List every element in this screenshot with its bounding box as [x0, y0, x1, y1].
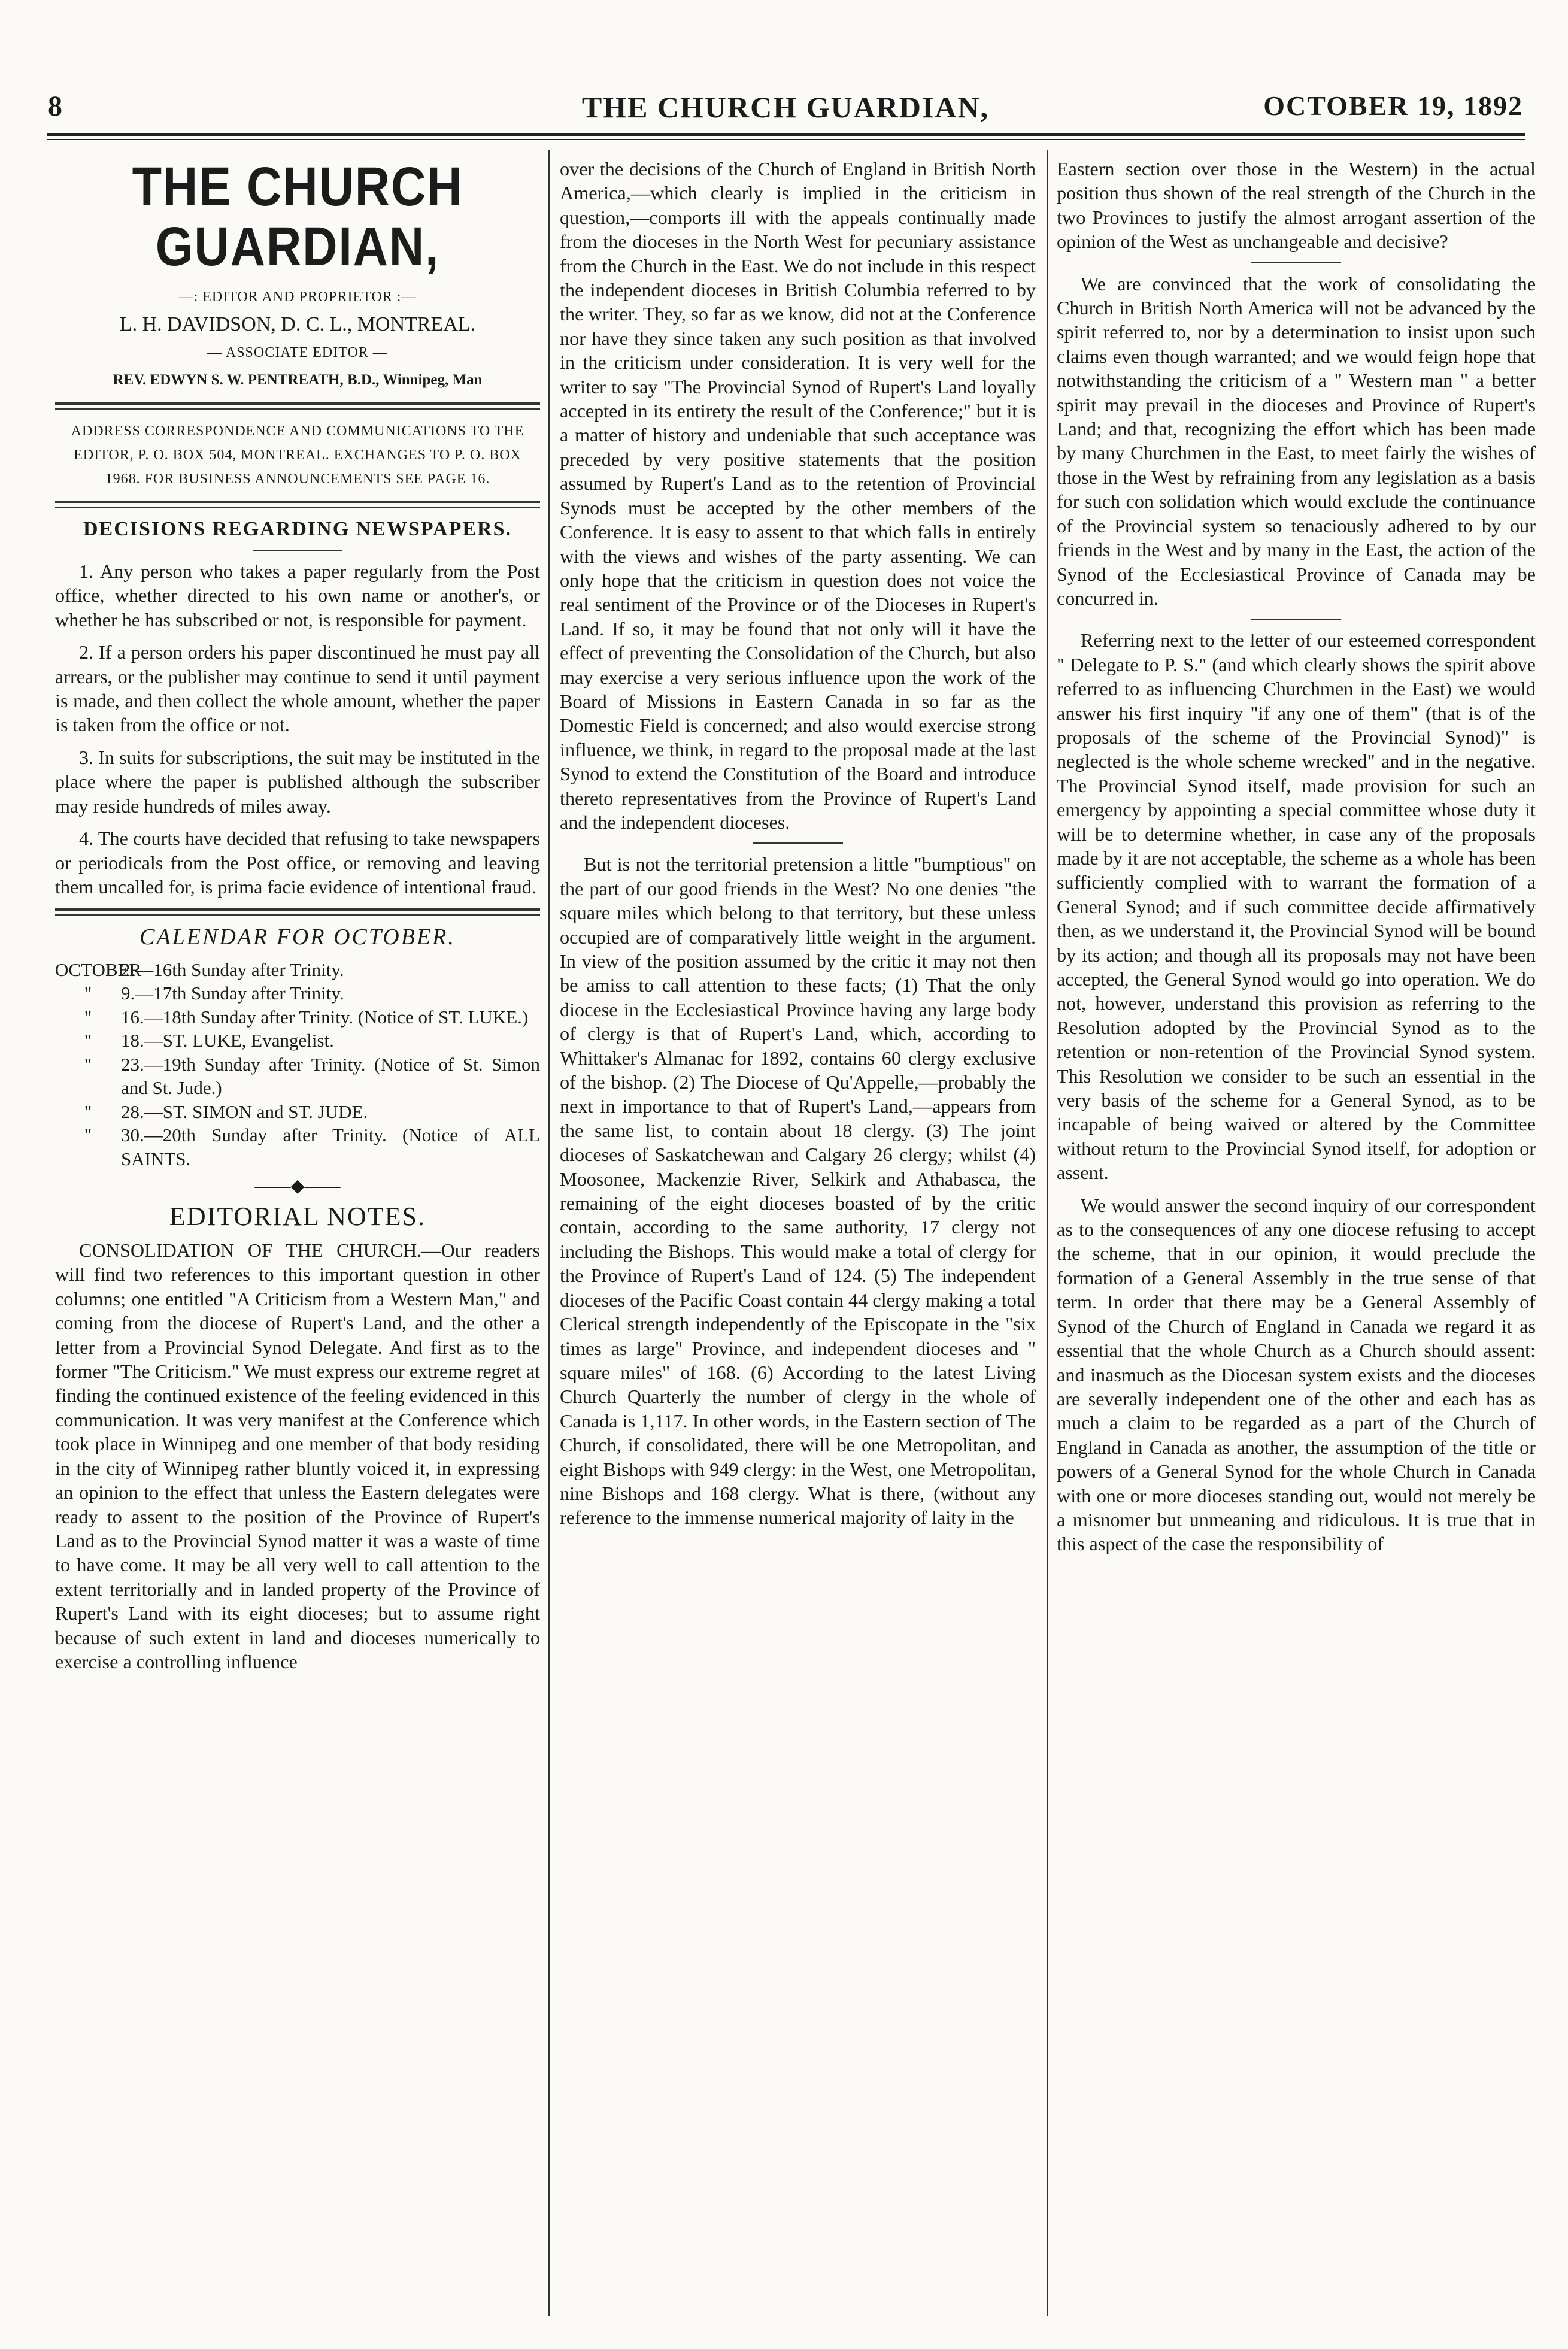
calendar-month: " [84, 1125, 92, 1146]
column-3 [1057, 157, 1536, 1565]
calendar-month: OCTOBER [55, 959, 142, 980]
column-divider-2 [1047, 150, 1048, 2316]
calendar-row [55, 1100, 540, 1124]
decision-item: 3. In suits for subscriptions, the suit may be instituted in the place where the paper is published although the subscriber may reside hundreds of miles away. [55, 746, 540, 817]
running-title: THE CHURCH GUARDIAN, [581, 90, 990, 124]
page-number: 8 [48, 90, 62, 122]
decision-item: 2. If a person orders his paper discontinued he must pay all arrears, or the publisher may continue to send it until payment is made, and then collect the whole amount, whether the paper is taken from the office or not. [55, 641, 540, 736]
editorial-paragraph: Referring next to the letter of our esteemed correspondent " Delegate to P. S." (and which clearly shows the spirit above referred to as influencing Churchmen in the East) we would answer his first inquiry "if any one of them" (that is of the proposals of the scheme of the Provincial Synod)" is neglected is the whole scheme wrecked" and in the negative. The Provincial Synod itself, made provision for such an emergency by appointing a special committee whose duty it will be to determine whether, in case any of the proposals made by it are not acceptable, the scheme as a whole has been sufficiently complied with to warrant the formation of a General Synod; and if such committee decide affirmatively then, as we understand it, the Provincial Synod will be bound by its action; and though all its proposals may not have been accepted, the General Synod would go into operation. We do not, however, understand this provision as referring to the Resolution adopted by the Provincial Synod as to the retention or non-retention of the Provincial Synod system. This Resolution we consider to be such an essential in the very basis of the scheme for a General Synod, as to be incapable of being waived or altered by the Committee without return to the Provincial Synod itself, for adoption or assent. [1057, 629, 1536, 1184]
issue-date: OCTOBER 19, 1892 [1263, 90, 1523, 121]
masthead-address: ADDRESS CORRESPONDENCE AND COMMUNICATIONS TO THE EDITOR, P. O. BOX 504, MONTREAL. EXCHANGES TO P. O. BOX 1968. FOR BUSINESS ANNOUNCEMENTS SEE PAGE 16. [71, 423, 524, 487]
calendar-list [55, 958, 540, 1171]
calendar-entry: 18.—ST. LUKE, Evangelist. [121, 1030, 334, 1051]
short-rule [1251, 619, 1341, 620]
calendar-entry: 9.—17th Sunday after Trinity. [121, 983, 344, 1004]
masthead-title: THE CHURCH GUARDIAN, [132, 156, 463, 277]
editorial-paragraph: Eastern section over those in the Western) in the actual position thus shown of the real strength of the Church in the two Provinces to justify the almost arrogant assertion of the opinion of the West as unchangeable and decisive? [1057, 158, 1536, 253]
decisions-heading: DECISIONS REGARDING NEWSPAPERS. [83, 517, 512, 540]
column-2 [560, 157, 1036, 1538]
decision-item: 1. Any person who takes a paper regularly from the Post office, whether directed to his own name or another's, or whether he has subscribed or not, is responsible for payment. [55, 560, 540, 631]
masthead-editor: L. H. DAVIDSON, D. C. L., MONTREAL. [119, 313, 476, 336]
column-1 [55, 157, 540, 1682]
masthead-role: —: EDITOR AND PROPRIETOR :— [178, 289, 417, 305]
divider [55, 402, 540, 410]
divider [55, 501, 540, 508]
calendar-entry: 23.—19th Sunday after Trinity. (Notice of St. Simon and St. Jude.) [121, 1053, 540, 1099]
calendar-entry: 28.—ST. SIMON and ST. JUDE. [121, 1101, 368, 1122]
calendar-row [55, 1005, 540, 1029]
short-rule [1251, 262, 1341, 263]
calendar-month: " [84, 1030, 92, 1051]
calendar-heading: CALENDAR FOR OCTOBER. [139, 925, 456, 950]
calendar-month: " [84, 1006, 92, 1028]
calendar-entry: 16.—18th Sunday after Trinity. (Notice of ST. LUKE.) [121, 1006, 529, 1028]
short-rule [753, 842, 843, 844]
ornament-divider-icon: ——◆—— [254, 1176, 341, 1196]
calendar-row [55, 958, 540, 982]
editorial-paragraph: But is not the territorial pretension a little "bumptious" on the part of our good friends in the West? No one denies "the square miles which belong to that territory, but these unless occupied are of comparatively little weight in the argument. In view of the position assumed by the critic it may not then be amiss to call attention to these facts; (1) That the only diocese in the Ecclesiastical Province having any large body of clergy is that of Rupert's Land, which, according to Whittaker's Almanac for 1892, contains 60 clergy exclusive of the bishop. (2) The Diocese of Qu'Appelle,—probably the next in importance to that of Rupert's Land,—appears from the same list, to contain about 18 clergy. (3) The joint dioceses of Saskatchewan and Calgary 26 clergy; whilst (4) Moosonee, Mackenzie River, Selkirk and Athabasca, the remaining of the eight dioceses boasted of by the critic contain, according to the same authority, 17 clergy not including the Bishops. This would make a total of clergy for the Province of Rupert's Land of 124. (5) The independent dioceses of the Pacific Coast contain 44 clergy making a total Clerical strength independently of the Episcopate in the "six times as large" Province, and independent dioceses and " square miles" of 168. (6) According to the latest Living Church Quarterly the number of clergy in the whole of Canada is 1,117. In other words, in the Eastern section of The Church, if consolidated, there will be one Metropolitan, and eight Bishops with 949 clergy: in the West, one Metropolitan, nine Bishops and 168 clergy. What is there, (without any reference to the immense numerical majority of laity in the [560, 853, 1036, 1529]
calendar-row [55, 1029, 540, 1053]
masthead-associate-role: — ASSOCIATE EDITOR — [207, 344, 388, 360]
decision-item: 4. The courts have decided that refusing to take newspapers or periodicals from the Post office, or removing and leaving them uncalled for, is prima facie evidence of intentional fraud. [55, 828, 540, 898]
calendar-row [55, 1123, 540, 1171]
editorial-heading: EDITORIAL NOTES. [169, 1201, 426, 1231]
calendar-row [55, 981, 540, 1005]
calendar-entry: 2.—16th Sunday after Trinity. [121, 959, 344, 980]
column-divider-1 [548, 150, 550, 2316]
calendar-month: " [84, 983, 92, 1004]
divider [55, 908, 540, 916]
editorial-paragraph: over the decisions of the Church of England in British North America,—which clearly is implied in the criticism in question,—comports ill with the appeals continually made from the dioceses in the North West for pecuniary assistance from the Church in the East. We do not include in this respect the independent dioceses in British Columbia referred to by the writer. They, so far as we know, did not at the Conference nor have they since taken any such position as that involved in the criticism under consideration. It is very well for the writer to say "The Provincial Synod of Rupert's Land loyally accepted in its entirety the result of the Conference;" but it is a matter of history and undeniable that such acceptance was preceded by very positive statements that the position assumed by Rupert's Land as to the retention of Provincial Synods must be accepted by the other members of the Conference. It is easy to assent to that which falls in entirely with the views and wishes of the party assenting. We can only hope that the criticism in question does not voice the real sentiment of the Province or of the Dioceses in Rupert's Land. If so, it may be found that not only will it have the effect of preventing the Consolidation of the Church, but also may exercise a very serious influence upon the work of the Board of Missions in Eastern Canada in so far as the Domestic Field is concerned; and also would exercise strong influence, we think, in regard to the proposal made at the last Synod to extend the Constitution of the Board and introduce thereto representatives from the Province of Rupert's Land and the independent dioceses. [560, 158, 1036, 833]
calendar-entry: 30.—20th Sunday after Trinity. (Notice of ALL SAINTS. [121, 1125, 540, 1169]
calendar-month: " [84, 1053, 92, 1075]
header-rule-thin [47, 139, 1525, 140]
masthead-associate: REV. EDWYN S. W. PENTREATH, B.D., Winnipeg, Man [113, 372, 483, 389]
editorial-paragraph: We would answer the second inquiry of our correspondent as to the consequences of any one diocese refusing to accept the scheme, that in our opinion, it would preclude the formation of a General Assembly in the true sense of that term. In order that there may be a General Assembly of Synod of the Church of England in Canada we regard it as essential that the whole Church as a Church should assent: and inasmuch as the Diocesan system exists and the dioceses are severally independent one of the other and each has as much a claim to be regarded as a part of the Church of England in Canada as another, the assumption of the title or powers of a General Synod for the whole Church in Canada with one or more dioceses standing out, would not merely be a misnomer but unmeaning and ridiculous. It is true that in this aspect of the case the responsibility of [1057, 1194, 1536, 1555]
editorial-paragraph: We are convinced that the work of consolidating the Church in British North America will not be advanced by the spirit referred to, nor by a determination to insist upon such claims even though warranted; and we would feign hope that notwithstanding the criticism of a " Western man " a better spirit may prevail in the dioceses and Province of Rupert's Land; and that, recognizing the effort which has been made by many Churchmen in the East, to meet fairly the wishes of those in the West by refraining from any legislation as a basis for such con solidation which would exclude the continuance of the Provincial system so tenaciously adhered to by our friends in the West and by many in the East, the action of the Synod of the Ecclesiastical Province of Canada may be concurred in. [1057, 272, 1536, 609]
header-rule [47, 133, 1525, 136]
calendar-row [55, 1053, 540, 1100]
short-rule [253, 550, 342, 551]
calendar-month: " [84, 1101, 92, 1122]
editorial-paragraph: CONSOLIDATION OF THE CHURCH.—Our readers will find two references to this important question in other columns; one entitled "A Criticism from a Western Man," and coming from the diocese of Rupert's Land, and the other a letter from a Provincial Synod Delegate. And first as to the former "The Criticism." We must express our extreme regret at finding the continued existence of the feeling evidenced in this communication. It was very manifest at the Conference which took place in Winnipeg and one member of that body residing in the city of Winnipeg rather bluntly voiced it, in expressing an opinion to the effect that unless the Eastern delegates were ready to assent to the position of the Province of Rupert's Land as to the Provincial Synod matter it was a waste of time to have come. It may be all very well to call attention to the extent territorially and in landed property of the Province of Rupert's Land with its eight dioceses; but to assume right because of such extent in land and dioceses numerically to exercise a controlling influence [55, 1239, 540, 1672]
